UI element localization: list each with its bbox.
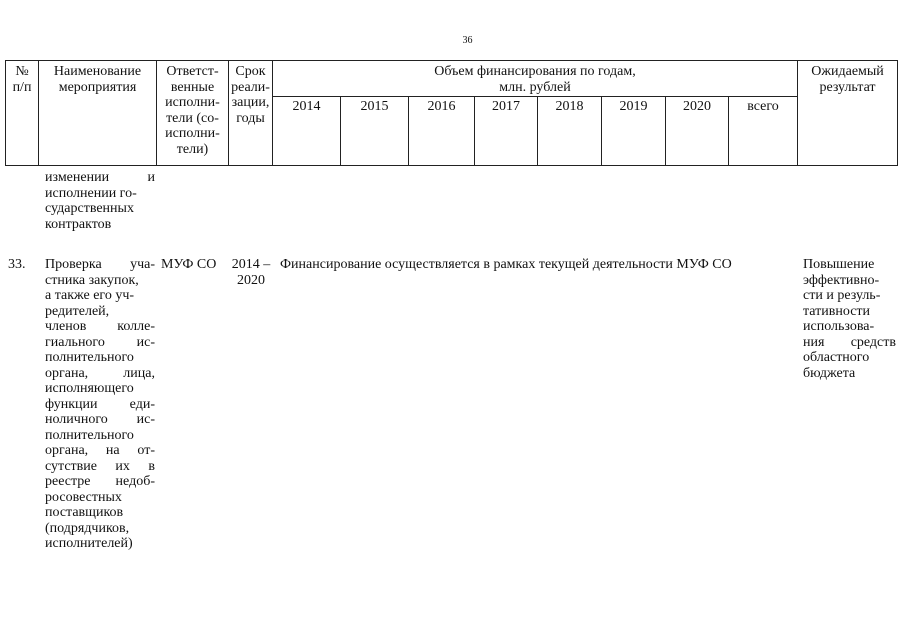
header-term-line: реали- — [231, 79, 270, 95]
row33-result-line: Повышение — [803, 257, 875, 272]
row33-term-line: 2020 — [237, 272, 265, 288]
row33-name-line: Проверка уча- — [45, 257, 155, 272]
row33-num: 33. — [8, 257, 26, 272]
header-responsible-line: тели (со- — [166, 110, 219, 126]
header-result-line: результат — [819, 79, 876, 95]
header-responsible-line: исполни- — [165, 95, 220, 110]
row33-name-line: исполнителей) — [45, 536, 133, 551]
year-2018: 2018 — [555, 99, 584, 114]
year-2014: 2014 — [292, 99, 321, 114]
row33-name-line: полнительного — [45, 427, 134, 443]
header-name-line: мероприятия — [58, 79, 137, 95]
header-num-line: п/п — [12, 79, 32, 95]
row33-name-line: гиального ис- — [45, 334, 155, 350]
row33-name-line: полнительного — [45, 350, 134, 365]
row33-name-line: поставщиков — [45, 505, 124, 520]
row33-funding: Финансирование осуществляется в рамках текущей деятельности МУФ СО — [280, 257, 732, 272]
row33-result-line: тативности — [803, 303, 871, 319]
row33-name-line: редителей, — [45, 303, 110, 319]
header-responsible-line: Ответст- — [166, 64, 219, 79]
row33-result-line: областного — [803, 350, 870, 365]
row33-result-line: бюджета — [803, 365, 856, 381]
header-name-line: Наименование — [53, 64, 142, 79]
header-responsible-line: тели) — [176, 141, 209, 157]
continuation-text — [45, 170, 155, 232]
header-top-border — [5, 60, 897, 61]
row33-name-line: членов колле- — [45, 319, 155, 334]
row33-name-line: функции еди- — [45, 396, 155, 412]
row33-name-line: ноличного ис- — [45, 412, 155, 427]
row33-name-line: (подрядчиков, — [45, 520, 130, 536]
header-responsible-line: венные — [170, 79, 215, 95]
continuation-line: изменении и — [45, 170, 155, 185]
year-2016: 2016 — [427, 99, 456, 114]
row33-result-line: ния средств — [803, 334, 896, 350]
continuation-line: сударственных — [45, 201, 134, 216]
row33-result-line: сти и резуль- — [803, 288, 881, 303]
row33-result-line: использова- — [803, 319, 875, 334]
header-num — [6, 64, 38, 95]
page-number: 36 — [462, 35, 473, 46]
row33-term-line: 2014 – — [231, 257, 271, 272]
header-responsible-line: исполни- — [165, 126, 220, 141]
header-bottom-border — [5, 165, 897, 166]
header-result — [798, 64, 897, 95]
year-2019: 2019 — [619, 99, 648, 114]
header-term-line: зации, — [231, 95, 270, 110]
row33-name-line: реестре недоб- — [45, 474, 155, 489]
row33-name-line: сутствие их в — [45, 458, 155, 474]
years-row-border — [272, 96, 797, 97]
year-2020: 2020 — [683, 99, 711, 114]
row33-name-line: органа, на от- — [45, 443, 155, 458]
continuation-line: контрактов — [45, 216, 112, 232]
header-funding — [273, 64, 797, 95]
year-2017: 2017 — [492, 99, 520, 114]
row33-responsible: МУФ СО — [161, 257, 217, 272]
header-term-line: годы — [236, 110, 265, 126]
row33-result — [803, 257, 896, 381]
row33-name — [45, 257, 155, 552]
row33-name-line: органа, лица, — [45, 365, 155, 381]
col-border — [897, 60, 898, 166]
year-total: всего — [747, 99, 779, 114]
year-2015: 2015 — [360, 99, 389, 114]
row33-name-line: росовестных — [45, 489, 122, 505]
header-responsible — [157, 64, 228, 157]
header-name — [39, 64, 156, 95]
header-num-line: № — [15, 64, 29, 79]
row33-name-line: а также его уч- — [45, 288, 135, 303]
header-term — [229, 64, 272, 126]
row33-term — [229, 257, 273, 288]
row33-result-line: эффективно- — [803, 272, 880, 288]
header-funding-line: Объем финансирования по годам, — [434, 64, 636, 79]
row33-name-line: стника закупок, — [45, 272, 139, 288]
continuation-line: исполнении го- — [45, 185, 137, 201]
header-term-line: Срок — [235, 64, 266, 79]
header-result-line: Ожидаемый — [811, 64, 884, 79]
header-funding-line: млн. рублей — [499, 79, 571, 95]
row33-name-line: исполняющего — [45, 381, 134, 396]
